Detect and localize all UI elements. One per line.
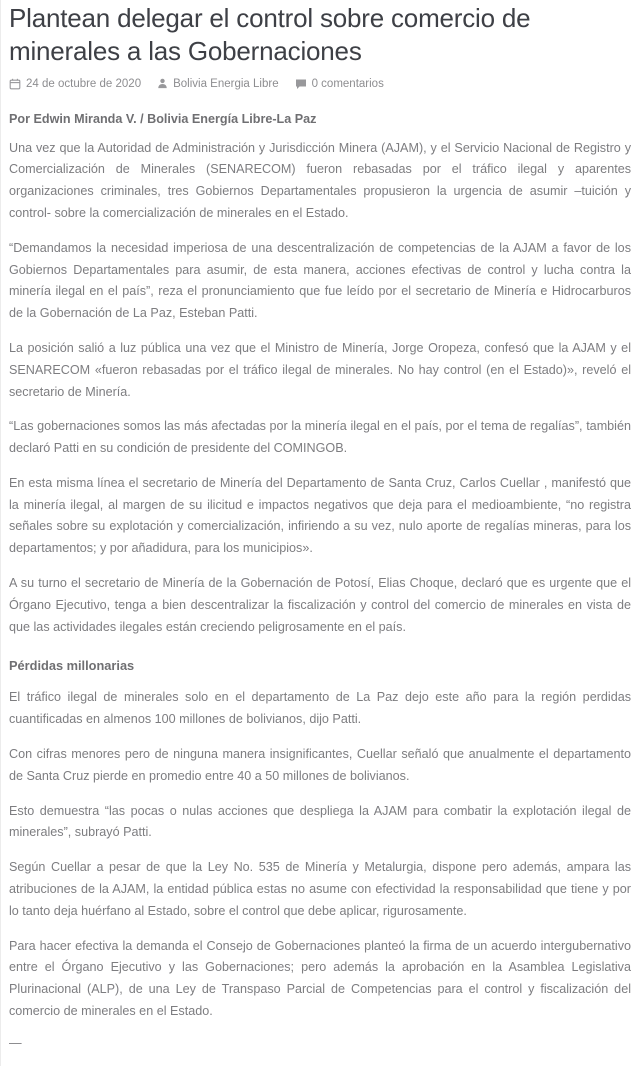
post-comments-label: 0 comentarios — [311, 77, 384, 90]
post-comments-link[interactable] — [295, 78, 384, 90]
article-paragraph: Esto demuestra “las pocas o nulas acciones que despliega la AJAM para combatir la explotación ilegal de minerales”, subrayó Patti. — [9, 803, 631, 840]
post-meta — [9, 78, 631, 90]
article-paragraph: El tráfico ilegal de minerales solo en el departamento de La Paz dejo este año para la región perdidas cuantificadas en almenos 100 millones de bolivianos, dijo Patti. — [9, 690, 631, 727]
article-subheading: Pérdidas millonarias — [9, 658, 135, 674]
post-author-label: Bolivia Energia Libre — [173, 77, 279, 90]
article-paragraph: Una vez que la Autoridad de Administración y Jurisdicción Minera (AJAM), y el Servicio Nacional de Registro y Comercialización de Minerales (SENARECOM) fueron rebasadas por el tráfico ilegal y aparentes organizaciones criminales, tres Gobiernos Departamentales propusieron la urgencia de asumir –tuición y control- sobre la comercialización de minerales en el Estado. — [9, 140, 631, 220]
post-date-label: 24 de octubre de 2020 — [26, 77, 142, 90]
article-paragraph: A su turno el secretario de Minería de la Gobernación de Potosí, Elias Choque, declaró que es urgente que el Órgano Ejecutivo, tenga a bien descentralizar la fiscalización y control del comercio de minerales en vista de que las actividades ilegales están creciendo peligrosamente en el país. — [9, 576, 631, 634]
article — [9, 2, 631, 1050]
comment-icon — [295, 78, 307, 90]
article-paragraph: Según Cuellar a pesar de que la Ley No. 535 de Minería y Metalurgia, dispone pero además, ampara las atribuciones de la AJAM, la entidad pública estas no asume con efectividad la responsabilidad que tiene y por lo tanto deja huérfano al Estado, sobre el control que debe aplicar, rigurosamente. — [9, 860, 631, 918]
article-paragraph: Para hacer efectiva la demanda el Consejo de Gobernaciones planteó la firma de un acuerdo intergubernativo entre el Órgano Ejecutivo y las Gobernaciones; pero además la aprobación en la Asamblea Legislativa Plurinacional (ALP), de una Ley de Transpaso Parcial de Competencias para el control y fiscalización del comercio de minerales en el Estado. — [9, 938, 631, 1019]
closing-dash: — — [9, 1035, 22, 1050]
article-byline: Por Edwin Miranda V. / Bolivia Energía Libre-La Paz — [9, 111, 317, 126]
article-paragraph: La posición salió a luz pública una vez que el Ministro de Minería, Jorge Oropeza, confesó que la AJAM y el SENARECOM «fueron rebasadas por el tráfico ilegal de minerales. No hay control (en el Estado)», reveló el secretario de Minería. — [9, 340, 631, 399]
post-author-link[interactable] — [157, 78, 278, 90]
article-paragraph: “Las gobernaciones somos las más afectadas por la minería ilegal en el país, por el tema de regalías”, también declaró Patti en su condición de presidente del COMINGOB. — [9, 419, 631, 456]
article-paragraph: “Demandamos la necesidad imperiosa de una descentralización de competencias de la AJAM a favor de los Gobiernos Departamentales para asumir, de esta manera, acciones efectivas de control y lucha contra la minería ilegal en el país”, reza el pronunciamiento que fue leído por el secretario de Minería e Hidrocarburos de la Gobernación de La Paz, Esteban Patti. — [9, 240, 631, 321]
article-paragraph: En esta misma línea el secretario de Minería del Departamento de Santa Cruz, Carlos Cuellar , manifestó que la minería ilegal, al margen de su ilicitud e impactos negativos que deja para el medioambiente, “no registra señales sobre su explotación y comercialización, infiriendo a su vez, nulo aporte de regalías mineras, para los departamentos; y por añadidura, para los municipios». — [9, 475, 631, 556]
person-icon — [157, 78, 168, 89]
article-paragraph: Con cifras menores pero de ninguna manera insignificantes, Cuellar señaló que anualmente el departamento de Santa Cruz pierde en promedio entre 40 a 50 millones de bolivianos. — [9, 747, 631, 783]
page-title: Plantean delegar el control sobre comercio de minerales a las Gobernaciones — [9, 3, 531, 67]
post-date-link[interactable] — [9, 78, 141, 90]
calendar-icon — [9, 78, 21, 90]
